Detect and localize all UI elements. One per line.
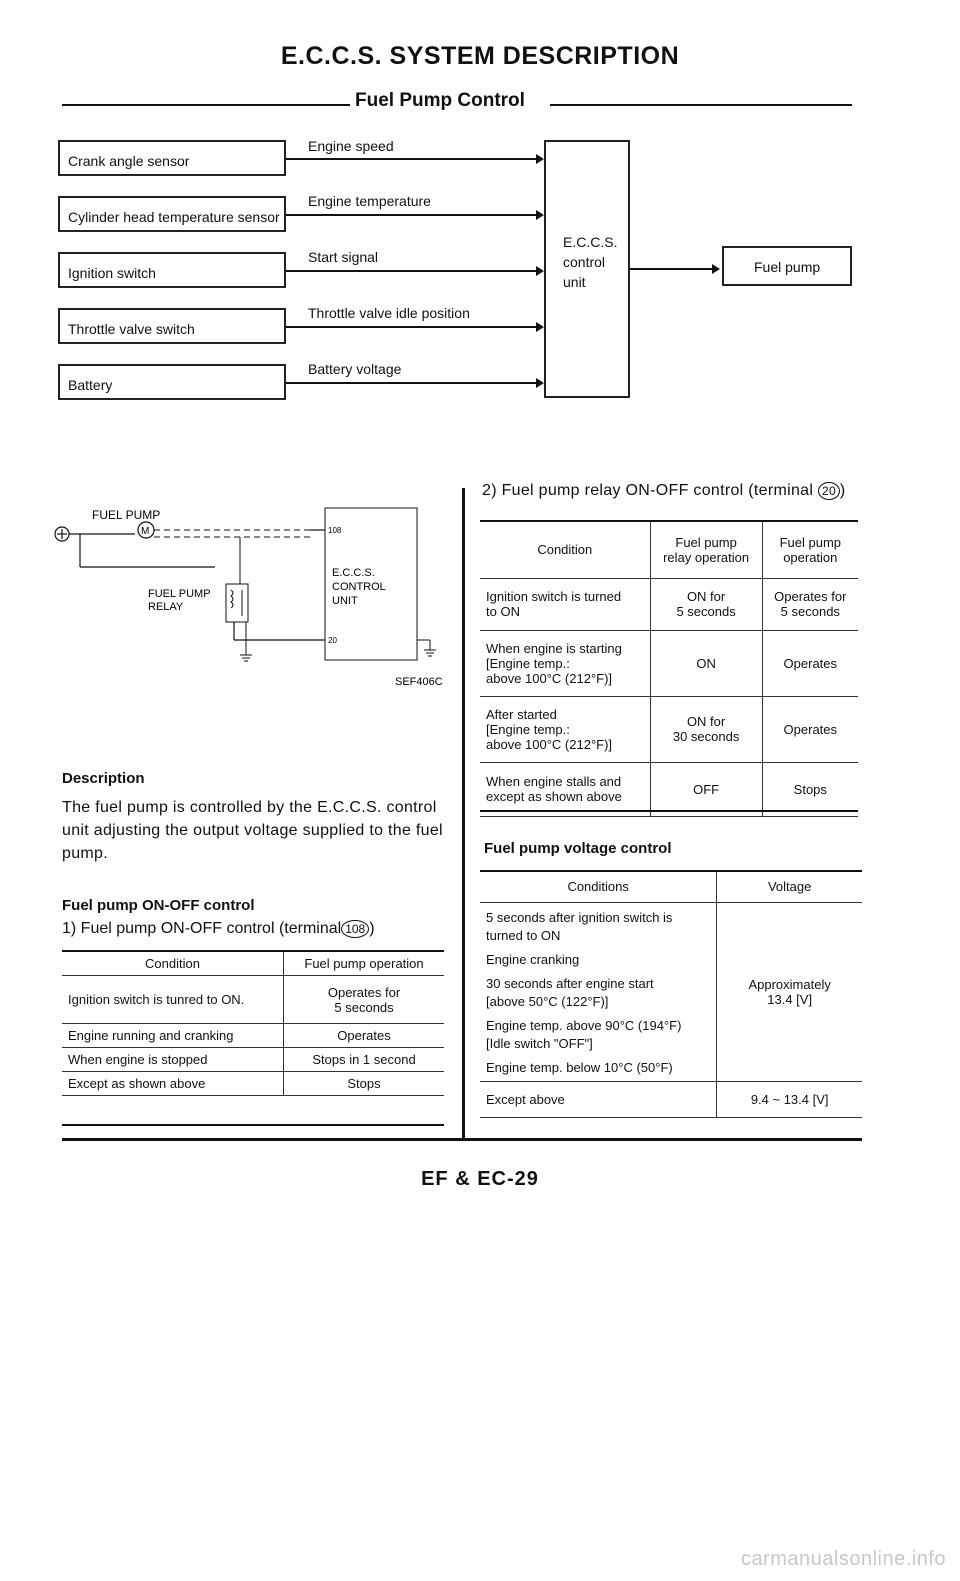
table-cell: Operates for 5 seconds <box>762 578 858 630</box>
fuel-pump-box <box>722 246 852 286</box>
table-rule <box>62 1124 444 1126</box>
table-rule <box>480 810 858 812</box>
table-row <box>480 696 858 762</box>
table-cell: After started [Engine temp.: above 100°C (212°F)] <box>480 696 650 762</box>
description-heading: Description <box>62 770 145 787</box>
sensor-label: Cylinder head temperature sensor <box>68 209 280 225</box>
table-row <box>480 902 862 1081</box>
table-cell: Except above <box>480 1081 717 1117</box>
relay-icon <box>226 584 248 622</box>
table-cell: ON for 30 seconds <box>650 696 762 762</box>
table-header-row <box>480 872 862 902</box>
table-row <box>62 1048 444 1072</box>
table-row <box>480 762 858 816</box>
onoff-table <box>62 952 444 1096</box>
sensor-label: Crank angle sensor <box>68 153 190 169</box>
table-header-row <box>480 522 858 578</box>
page-footer: EF & EC-29 <box>421 1168 539 1190</box>
table-cell: Stops <box>762 762 858 816</box>
conditions-cell <box>480 902 717 1081</box>
ecu-label-line: UNIT <box>332 595 358 607</box>
arrow-icon <box>536 210 544 220</box>
signal-line <box>286 214 536 216</box>
table-cell: Stops <box>284 1072 444 1096</box>
table-cell: Operates <box>284 1024 444 1048</box>
signal-line <box>286 270 536 272</box>
sensor-label: Throttle valve switch <box>68 321 195 337</box>
ecu-box <box>544 140 630 398</box>
table-cell: Operates for 5 seconds <box>284 976 444 1024</box>
ecu-label-line: E.C.C.S. <box>332 567 375 579</box>
table-row <box>480 630 858 696</box>
table-cell: When engine stalls and except as shown above <box>480 762 650 816</box>
wiring-diagram <box>50 490 460 690</box>
ecu-label-line: unit <box>563 274 586 290</box>
condition-item: 30 seconds after engine start [above 50°C (122°F)] <box>486 975 654 1009</box>
table-cell: ON <box>650 630 762 696</box>
table-cell: When engine is stopped <box>62 1048 284 1072</box>
terminal-108-label: 108 <box>328 526 342 535</box>
sensor-box-throttle <box>58 308 286 344</box>
table-cell: Ignition switch is tunred to ON. <box>62 976 284 1024</box>
voltage-table <box>480 872 862 1118</box>
sensor-label: Ignition switch <box>68 265 156 281</box>
ecu-label-line: control <box>563 254 606 270</box>
battery-plus-icon <box>55 527 69 541</box>
relay-heading: 2) Fuel pump relay ON-OFF control (terminal 20 ) <box>482 482 846 499</box>
table-header: Fuel pump operation <box>284 952 444 976</box>
table-cell: ON for 5 seconds <box>650 578 762 630</box>
table-cell: Operates <box>762 630 858 696</box>
arrow-icon <box>712 264 720 274</box>
signal-line <box>286 158 536 160</box>
voltage-value: 9.4 ~ 13.4 [V] <box>717 1081 862 1117</box>
table-cell: Stops in 1 second <box>284 1048 444 1072</box>
motor-icon <box>138 522 154 538</box>
condition-item: Engine temp. below 10°C (50°F) <box>486 1059 673 1075</box>
column-divider <box>462 488 465 1138</box>
onoff-heading: Fuel pump ON-OFF control <box>62 897 255 914</box>
table-cell: Operates <box>762 696 858 762</box>
table-header: Condition <box>480 522 650 578</box>
table-header: Fuel pump relay operation <box>650 522 762 578</box>
terminal-badge: 108 <box>341 920 369 938</box>
terminal-badge: 20 <box>818 482 840 500</box>
table-header: Fuel pump operation <box>762 522 858 578</box>
terminal-20-label: 20 <box>328 636 337 645</box>
voltage-value: Approximately 13.4 [V] <box>717 902 862 1081</box>
arrow-icon <box>536 378 544 388</box>
table-cell: Except as shown above <box>62 1072 284 1096</box>
subtitle-rule-left <box>62 104 350 106</box>
sensor-label: Battery <box>68 377 113 393</box>
svg-text:M: M <box>141 526 150 537</box>
table-header: Conditions <box>480 872 717 902</box>
ecu-label-line: CONTROL <box>332 581 386 593</box>
sensor-box-crank <box>58 140 286 176</box>
signal-line <box>286 382 536 384</box>
watermark: carmanualsonline.info <box>740 1548 946 1570</box>
table-cell: Engine running and cranking <box>62 1024 284 1048</box>
table-row <box>62 1072 444 1096</box>
ecu-label-line: E.C.C.S. <box>563 234 618 250</box>
table-row <box>62 1024 444 1048</box>
sensor-box-cylinder-head <box>58 196 286 232</box>
ground-icon <box>424 650 436 656</box>
sensor-box-battery <box>58 364 286 400</box>
bottom-rule <box>62 1138 862 1141</box>
description-text: The fuel pump is controlled by the E.C.C.S. control unit adjusting the output voltage supplied to the fuel pump. <box>62 799 443 862</box>
ground-icon <box>240 655 252 661</box>
page-subtitle: Fuel Pump Control <box>355 90 525 111</box>
relay-label-line: RELAY <box>148 601 184 613</box>
table-row <box>480 1081 862 1117</box>
table-cell: OFF <box>650 762 762 816</box>
relay-table <box>480 522 858 817</box>
table-cell: When engine is starting [Engine temp.: above 100°C (212°F)] <box>480 630 650 696</box>
signal-label: Battery voltage <box>308 361 402 377</box>
table-cell: Ignition switch is turned to ON <box>480 578 650 630</box>
condition-item: Engine cranking <box>486 951 580 967</box>
arrow-icon <box>536 322 544 332</box>
table-row <box>480 578 858 630</box>
condition-item: 5 seconds after ignition switch is turned to ON <box>486 909 673 943</box>
page-title: E.C.C.S. SYSTEM DESCRIPTION <box>280 42 680 70</box>
signal-line <box>286 326 536 328</box>
fuel-pump-label: FUEL PUMP <box>92 508 161 522</box>
output-line <box>630 268 712 270</box>
condition-item: Engine temp. above 90°C (194°F) [Idle switch "OFF"] <box>486 1017 682 1051</box>
table-header: Condition <box>62 952 284 976</box>
signal-label: Throttle valve idle position <box>308 305 470 321</box>
fuel-pump-label: Fuel pump <box>754 259 821 275</box>
arrow-icon <box>536 266 544 276</box>
diagram-code: SEF406C <box>395 676 443 688</box>
signal-label: Engine temperature <box>308 193 431 209</box>
table-row <box>62 976 444 1024</box>
relay-label-line: FUEL PUMP <box>148 588 211 600</box>
table-header: Voltage <box>717 872 862 902</box>
subtitle-rule-right <box>550 104 852 106</box>
arrow-icon <box>536 154 544 164</box>
signal-label: Engine speed <box>308 138 394 154</box>
onoff-subheading: 1) Fuel pump ON-OFF control (terminal 108 ) <box>62 920 375 937</box>
voltage-heading: Fuel pump voltage control <box>484 840 672 857</box>
signal-label: Start signal <box>308 249 379 265</box>
table-header-row <box>62 952 444 976</box>
sensor-box-ignition <box>58 252 286 288</box>
